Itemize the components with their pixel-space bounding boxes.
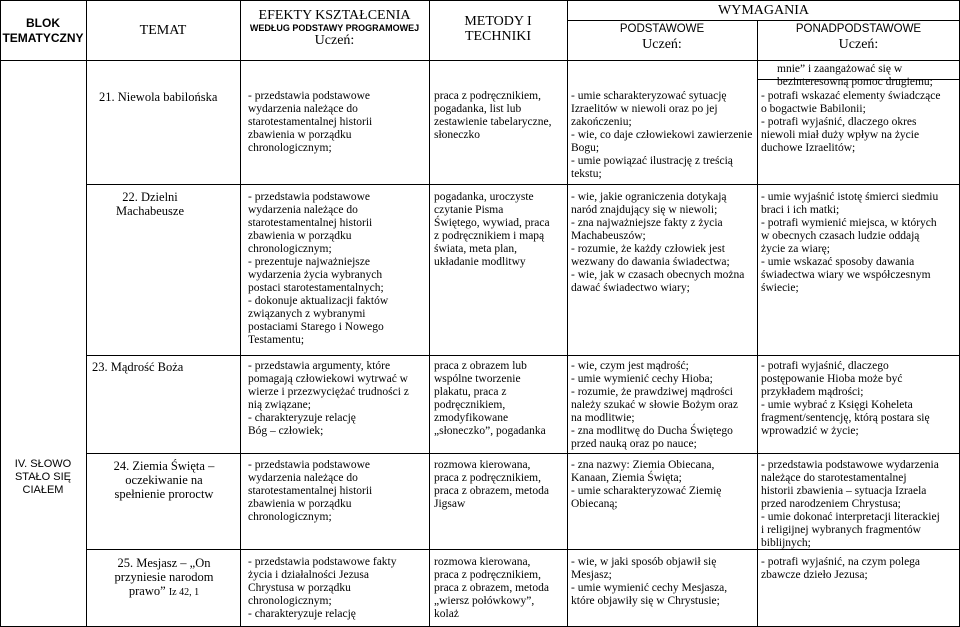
cell-line: zbawienia w porządku [248, 498, 352, 510]
cell-line: - przedstawia argumenty, które [248, 360, 391, 372]
cell-line: Chrystusa w porządku [248, 582, 351, 594]
cell-line: zbawienia w porządku [248, 230, 352, 242]
cell-line: - przedstawia podstawowe wydarzenia [761, 459, 939, 471]
cell-line: rozmowa kierowana, [434, 556, 531, 568]
cell-line: i religijnej wybranych fragmentów [761, 524, 921, 536]
header-requirements: WYMAGANIA [718, 3, 809, 18]
cell-line: słoneczko [434, 129, 480, 141]
header-advanced [757, 22, 960, 52]
cell-line: starotestamentalnej historii [248, 485, 373, 497]
row-methods [434, 90, 551, 142]
cell-line: - umie wskazać sposoby dawania [761, 256, 915, 268]
row-methods [434, 360, 546, 438]
cell-line: TEMATYCZNY [2, 31, 84, 45]
cell-line: - umie wymienić cechy Hioba; [571, 373, 713, 385]
cell-line: Jigsaw [434, 498, 466, 510]
cell-line: praca z podręcznikiem, [434, 472, 541, 484]
cell-line: PODSTAWOWE [619, 23, 705, 35]
cell-line: czytanie Pisma [434, 204, 504, 216]
row-basic [571, 90, 752, 181]
cell-line: - przedstawia podstawowe fakty [248, 556, 397, 568]
cell-line: mnie” i zaangażować się w [777, 63, 903, 75]
cell-line: pogadanka, uroczyste [434, 191, 534, 203]
cell-line: wydarzenia należące do [248, 472, 358, 484]
row-effects [248, 360, 409, 438]
cell-line: Machabeuszów; [571, 230, 646, 242]
cell-line: praca z obrazem, metoda [434, 485, 549, 497]
cell-line: zbawienia w porządku [248, 129, 352, 141]
cell-line: - wie, jakie ograniczenia dotykają [571, 191, 727, 203]
row-effects [248, 191, 388, 347]
cell-line: Obiecaną; [571, 498, 618, 510]
cell-line: dawać świadectwo wiary; [571, 282, 690, 294]
row-effects [248, 90, 372, 155]
cell-line: - potrafi wyjaśnić, dlaczego okres [761, 116, 917, 128]
cell-line: TECHNIKI [464, 29, 532, 44]
cell-line: - umie wybrać z Księgi Koheleta [761, 399, 913, 411]
cell-line: na modlitwie; [571, 412, 635, 424]
cell-line: - potrafi wyjaśnić, na czym polega [761, 556, 921, 568]
cell-line: zestawienie tabelaryczne, [434, 116, 552, 128]
cell-line: wprowadzić w życie; [761, 425, 859, 437]
cell-line: - wie, w jaki sposób objawił się [571, 556, 717, 568]
cell-line: oczekiwanie na [125, 473, 203, 487]
cell-line: świata, meta plan, [434, 243, 518, 255]
row-topic [90, 190, 210, 218]
cell-line: chronologicznym; [248, 142, 332, 154]
row-basic [571, 459, 721, 511]
row-advanced [761, 191, 938, 295]
cell-line: Izraelitów w niewoli oraz po jej [571, 103, 718, 115]
header-basic [567, 22, 757, 52]
cell-line: IV. SŁOWO [14, 458, 72, 470]
cell-line: - zna modlitwę do Ducha Świętego [571, 425, 733, 437]
cell-line: - umie powiązać ilustrację z treścią [571, 155, 733, 167]
cell-line: praca z podręcznikiem, [434, 90, 541, 102]
cell-line: - potrafi wyjaśnić, dlaczego [761, 360, 889, 372]
cell-line: pogadanka, list lub [434, 103, 522, 115]
cell-line: spełnienie proroctw [114, 487, 214, 501]
row-advanced [761, 556, 920, 582]
cell-line: Uczeń: [642, 37, 682, 52]
row-basic [571, 360, 738, 451]
cell-line: Uczeń: [838, 37, 879, 52]
cell-line: należy szukać w słowie Bożym oraz [571, 399, 739, 411]
cell-line: układanie modlitwy [434, 256, 526, 268]
cell-line: Bogu; [571, 142, 600, 154]
cell-line: WEDŁUG PODSTAWY PROGRAMOWEJ [249, 23, 420, 33]
cell-line: nią związane; [248, 399, 311, 411]
cell-line: chronologicznym; [248, 595, 332, 607]
cell-line: - potrafi wymienić miejsca, w których [761, 217, 937, 229]
cell-line: - umie dokonać interpretacji literackiej [761, 511, 940, 523]
cell-line: Mesjasz; [571, 569, 612, 581]
cell-line: postępowanie Hioba może być [761, 373, 903, 385]
cell-line: postaci starotestamentalnych; [248, 282, 384, 294]
cell-line: - przedstawia podstawowe [248, 191, 370, 203]
cell-line: wydarzenia należące do [248, 103, 358, 115]
cell-line: 25. Mesjasz – „On [117, 556, 211, 570]
row-methods [434, 191, 550, 269]
cell-line: Świętego, wywiad, praca [434, 217, 550, 229]
cell-line: przyniesie narodom [114, 570, 214, 584]
cell-line: 22. Dzielni [122, 190, 178, 204]
cell-line: rozmowa kierowana, [434, 459, 531, 471]
cell-line: PONADPODSTAWOWE [795, 23, 922, 35]
row-effects [248, 459, 372, 524]
row-methods [434, 459, 549, 511]
cell-line: związanych z wybranymi [248, 308, 366, 320]
cell-line: - prezentuje najważniejsze [248, 256, 370, 268]
cell-line: wydarzenia życia wybranych [248, 269, 383, 281]
cell-line: starotestamentalnej historii [248, 217, 373, 229]
cell-line: bezinteresowną pomoc drugiemu; [777, 76, 933, 88]
cell-line: chronologicznym; [248, 511, 332, 523]
cell-line: życie za wiarę; [761, 243, 830, 255]
cell-line: - rozumie, że każdy człowiek jest [571, 243, 725, 255]
cell-line: praca z obrazem lub [434, 360, 527, 372]
row-topic [90, 459, 238, 501]
cell-line: „wiersz połówkowy”, [434, 595, 535, 607]
row-topic: 23. Mądrość Boża [92, 360, 184, 374]
cell-line: pomagają człowiekowi wytrwać w [248, 373, 408, 385]
cell-line: braci i ich matki; [761, 204, 840, 216]
row-advanced [761, 459, 940, 550]
row-basic [571, 556, 727, 608]
header-effects [240, 8, 429, 48]
cell-line: Testamentu; [248, 334, 305, 346]
header-topic: TEMAT [139, 23, 187, 38]
cell-line: postaciami Starego i Nowego [248, 321, 384, 333]
cell-line: - potrafi wskazać elementy świadczące [761, 90, 941, 102]
cell-line: historii zbawienia – sytuacja Izraela [761, 485, 927, 497]
cell-line: EFEKTY KSZTAŁCENIA [258, 8, 411, 23]
block-label [0, 458, 86, 497]
cell-line: - wie, co daje człowiekowi zawierzenie [571, 129, 753, 141]
cell-line: o bogactwie Babilonii; [761, 103, 866, 115]
cell-line: - dokonuje aktualizacji faktów [248, 295, 389, 307]
cell-line: zmodyfikowane [434, 412, 509, 424]
cell-line: - umie wyjaśnić istotę śmierci siedmiu [761, 191, 939, 203]
row-effects [248, 556, 397, 621]
cell-line: z podręcznikiem i mapą [434, 230, 545, 242]
cell-line: „słoneczko”, pogadanka [434, 425, 546, 437]
row-topic-reference: Iz 42, 1 [168, 587, 200, 598]
row-methods [434, 556, 549, 621]
header-methods [429, 14, 567, 44]
cell-line: fragment/sentencję, którą postara się [761, 412, 930, 424]
row-advanced [761, 90, 940, 155]
cell-line: przed narodzeniem Chrystusa; [761, 498, 901, 510]
cell-line: Machabeusze [115, 204, 185, 218]
cell-line: tekstu; [571, 168, 602, 180]
cell-line: BLOK [26, 16, 60, 30]
row-basic [571, 191, 744, 295]
cell-line: - charakteryzuje relację [248, 608, 356, 620]
cell-line: - wie, jak w czasach obecnych można [571, 269, 745, 281]
cell-line: prawo” [128, 584, 166, 598]
cell-line: które objawiły się w Chrystusie; [571, 595, 720, 607]
cell-line: świecie; [761, 282, 799, 294]
cell-line: podręcznikiem, [434, 399, 506, 411]
cell-line: niewoli miał duży wpływ na życie [761, 129, 920, 141]
cell-line: 24. Ziemia Święta – [113, 459, 215, 473]
cell-line: wierze i przezwyciężać trudności z [248, 386, 409, 398]
row-advanced [761, 360, 930, 438]
row-topic: 21. Niewola babilońska [99, 90, 218, 104]
cell-line: przed nauką oraz po nauce; [571, 438, 697, 450]
cell-line: - umie scharakteryzować Ziemię [571, 485, 722, 497]
cell-line: naród znajdujący się w niewoli; [571, 204, 718, 216]
cell-line: - umie scharakteryzować sytuację [571, 90, 727, 102]
header-block [0, 16, 86, 46]
cell-line: - wie, czym jest mądrość; [571, 360, 689, 372]
cell-line: życia i działalności Jezusa [248, 569, 370, 581]
cell-line: wydarzenia należące do [248, 204, 358, 216]
cell-line: praca z obrazem, metoda [434, 582, 549, 594]
cell-line: - zna najważniejsze fakty z życia [571, 217, 723, 229]
cell-line: - zna nazwy: Ziemia Obiecana, [571, 459, 715, 471]
cell-line: chronologicznym; [248, 243, 332, 255]
cell-line: METODY I [464, 14, 532, 29]
cell-line: kolaż [434, 608, 459, 620]
cell-line: STAŁO SIĘ [14, 471, 72, 483]
cell-line: przykładem mądrości; [761, 386, 864, 398]
cell-line: - umie wymienić cechy Mesjasza, [571, 582, 728, 594]
cell-line: wspólne tworzenie [434, 373, 521, 385]
cell-line: praca z podręcznikiem, [434, 569, 541, 581]
carryover-advanced [777, 63, 933, 89]
cell-line: duchowe Izraelitów; [761, 142, 856, 154]
cell-line: Kanaan, Ziemia Święta; [571, 472, 682, 484]
cell-line: - przedstawia podstawowe [248, 459, 370, 471]
cell-line: świadectwa wiary we współczesnym [761, 269, 931, 281]
cell-line: należące do starotestamentalnej [761, 472, 907, 484]
cell-line: - rozumie, że prawdziwej mądrości [571, 386, 733, 398]
cell-line: zakończeniu; [571, 116, 632, 128]
cell-line: biblijnych; [761, 537, 811, 549]
cell-line: w obecnych czasach ludzie oddają [761, 230, 920, 242]
cell-line: Uczeń: [314, 33, 355, 48]
cell-line: plakatu, praca z [434, 386, 507, 398]
cell-line: - charakteryzuje relację [248, 412, 356, 424]
cell-line: wezwany do dawania świadectwa; [571, 256, 730, 268]
cell-line: CIAŁEM [22, 484, 64, 496]
cell-line: starotestamentalnej historii [248, 116, 373, 128]
row-topic [90, 556, 238, 600]
cell-line: - przedstawia podstawowe [248, 90, 370, 102]
cell-line: Bóg – człowiek; [248, 425, 324, 437]
cell-line: zbawcze dzieło Jezusa; [761, 569, 868, 581]
